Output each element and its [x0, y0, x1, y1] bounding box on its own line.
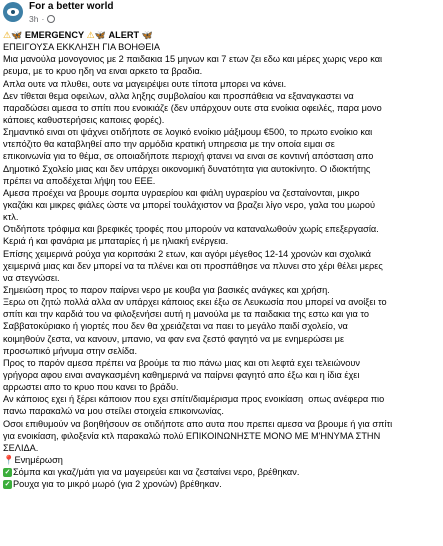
post-header — [0, 0, 443, 28]
post-line: ΕΠΕΙΓΟΥΣΑ ΕΚΚΛΗΣΗ ΓΙΑ ΒΟΗΘΕΙΑ — [3, 42, 161, 53]
moth-icon: 🦋 — [11, 30, 23, 40]
post-timestamp[interactable]: 3h — [29, 14, 39, 24]
post-line: πανω παρακαλώ να μου στείλει στοιχεία επικοινωνίας. — [3, 406, 224, 417]
update-label: Ενημέρωση — [14, 454, 63, 465]
post-line: Ξερω οτι ζητώ πολλά αλλα αν υπάρχει κάποιος εκει έξω σε Λευκωσία που μπορεί να ανοίξει το — [3, 297, 387, 308]
post-line: Οτιδήποτε τρόφιμα και βρεφικές τροφές που μπορούν να καταναλωθούν χωρίς επεξεργασία. — [3, 224, 379, 235]
post-line: Σημαντικό ειναι οτι ψάχνει οτιδήποτε σε λογικό ενοίκιο μάξιμουμ €500, το πρωτο ενοίκιο και — [3, 127, 373, 138]
post-line: Κεριά ή και φανάρια με μπαταρίες ή με ηλιακή ενέργεια. — [3, 236, 229, 247]
page-name-link[interactable]: For a better world — [29, 1, 114, 12]
moth-icon: 🦋 — [94, 30, 106, 40]
post-line: Οσοι επιθυμούν να βοηθήσουν σε οτιδήποτε απο αυτα που πρεπει αμεσα να βρουμε ή για σπίτι — [3, 418, 393, 429]
eye-pupil — [11, 10, 15, 14]
post-line: κτλ. — [3, 212, 19, 223]
check-icon: ✓ — [4, 481, 11, 489]
post-meta — [29, 13, 55, 25]
update-text: Σόμπα και γκαζ/μάτι για να μαγειρεύει και να ζεσταίνει νερο, βρέθηκαν. — [13, 467, 300, 478]
post-line: να στεγνώσει. — [3, 272, 60, 283]
update-heading — [3, 454, 441, 466]
post-line: σπίτι και την καρδιά του να φιλοξενήσει αυτή η μανούλα με τα παιδακια της εστω και για το — [3, 309, 369, 320]
post-line: προσωπικό μήνυμα στην σελίδα. — [3, 345, 138, 356]
post-body — [3, 29, 441, 490]
post-line: Σαββατοκύριακο ή γιορτές που δεν θα χρειάζεται να παει το μεγάλο παιδί σχολείο, να — [3, 321, 348, 332]
post-line: Μια μανούλα μονογονιος με 2 παιδακια 15 μηνων και 7 ετων ζει εδω και μέρες χωρις νερο και — [3, 54, 383, 65]
post-title-line — [3, 29, 441, 41]
post-line: ΣΕΛΙΔΑ. — [3, 442, 39, 453]
post-line: Δεν τίθεται θεμα οφειλων, αλλα ληξης συμβολαίου και προσπάθεια να εξαναγκαστει να — [3, 90, 354, 101]
post-line: για ενοικίαση, φιλοξενία κτλ παρακαλώ πολύ ΕΠΙΚΟΙΝΩΝΗΣΤΕ ΜΟΝΟ ΜΕ Μ'ΗΝΥΜΑ ΣΤΗΝ — [3, 430, 381, 441]
update-item — [3, 466, 441, 478]
post-line: Επίσης χειμερινά ρούχα για κοριτσάκι 2 ετων, και αγόρι μέγεθος 12-14 χρονών και σχολικά — [3, 248, 371, 259]
title-alert: ALERT — [108, 30, 140, 40]
title-emergency: EMERGENCY — [24, 30, 85, 40]
pin-icon: 📍 — [3, 454, 15, 465]
post-line: πρέπει να αποδέχεται λήψη του ΕΕΕ. — [3, 175, 156, 186]
post-line: κάποιες καθυστερήσεις καποιες φορές). — [3, 114, 165, 125]
post-line: επικοινωνία για το θέμα, σε οποιαδήποτε περιοχή φτανει να ειναι σε κοντινή απόσταση απο — [3, 151, 374, 162]
post-line: παραδώσει αμεσα το σπίτι που ενοικιάζε (δεν υπάρχουν ουτε στα ενοίκια οφειλές, παρα μονο — [3, 102, 382, 113]
post-line: γρήγορα αφου ειναι αναγκασμένη καθημερινά να παίρνει φαγητό απο έξω και η ίδια έχει — [3, 369, 360, 380]
post-line: Σημειώση προς το παρον παίρνει νερο με κουβα για βασικές ανάγκες και χρήση. — [3, 284, 330, 295]
post-line: Προς το παρόν αμεσα πρέπει να βρούμε τα πιο πάνω μιας και οτι λεφτά εχει τελειώνουν — [3, 357, 360, 368]
check-icon: ✓ — [4, 469, 11, 477]
post-line: Αν κάποιος εχει ή ξέρει κάποιον που εχει σπίτι/διαμέρισμα προς ενοικίαση οπως ανέφερα πιο — [3, 394, 385, 405]
globe-icon — [47, 15, 55, 23]
post-line: ντεπόζιτο θα καταβληθεί απο την αρμόδια κρατική υπηρεσια με την οποία ειμαι σε — [3, 139, 335, 150]
post-line: Δημοτικό Σχολείο μιας και δεν υπάρχει οικονομική δυνατότητα για αυτοκίνητο. Ο ιδιοκτήτης — [3, 163, 371, 174]
warning-icon: ⚠ — [3, 30, 12, 40]
post-line: ρευμα, με το κρυο ηδη να ειναι αρκετο τα βραδια. — [3, 66, 203, 77]
post-line: Αμεσα προέχει να βρουμε σομπα υγραερίου και φιάλη υγραερίου να ζεσταίνονται, μικρο — [3, 187, 360, 198]
post-line: γκαζάκι και μικρες φιάλες ώστε να μπορεί τουλάχιστον να βραζει λίγο νερο, γαλα του μωρού — [3, 199, 375, 210]
meta-separator: · — [41, 14, 45, 24]
update-text: Ρουχα για το μικρό μωρό (για 2 χρονών) βρέθηκαν. — [13, 479, 222, 490]
post-line: Απλα ουτε να πλυθει, ουτε να μαγειρέψει ουτε τίποτα μπορει να κάνει. — [3, 78, 287, 89]
post-line: χειμερινά μιας και δεν μπορεί να τα πλένει και οτι προσπάθησε να πλυνει στο χέρι θέλει μερες — [3, 260, 383, 271]
update-item — [3, 478, 441, 490]
post-line: κοιμηθούν ζεστα, να κανουν, μπανιο, να φαν ενα ζεστό φαγητό να με ενημερώσει με — [3, 333, 345, 344]
page-avatar[interactable] — [3, 2, 23, 22]
warning-icon: ⚠ — [86, 30, 95, 40]
moth-icon: 🦋 — [141, 30, 153, 40]
post-line: αρρωστει απο το κρυο που κανει το βράδυ. — [3, 382, 179, 393]
